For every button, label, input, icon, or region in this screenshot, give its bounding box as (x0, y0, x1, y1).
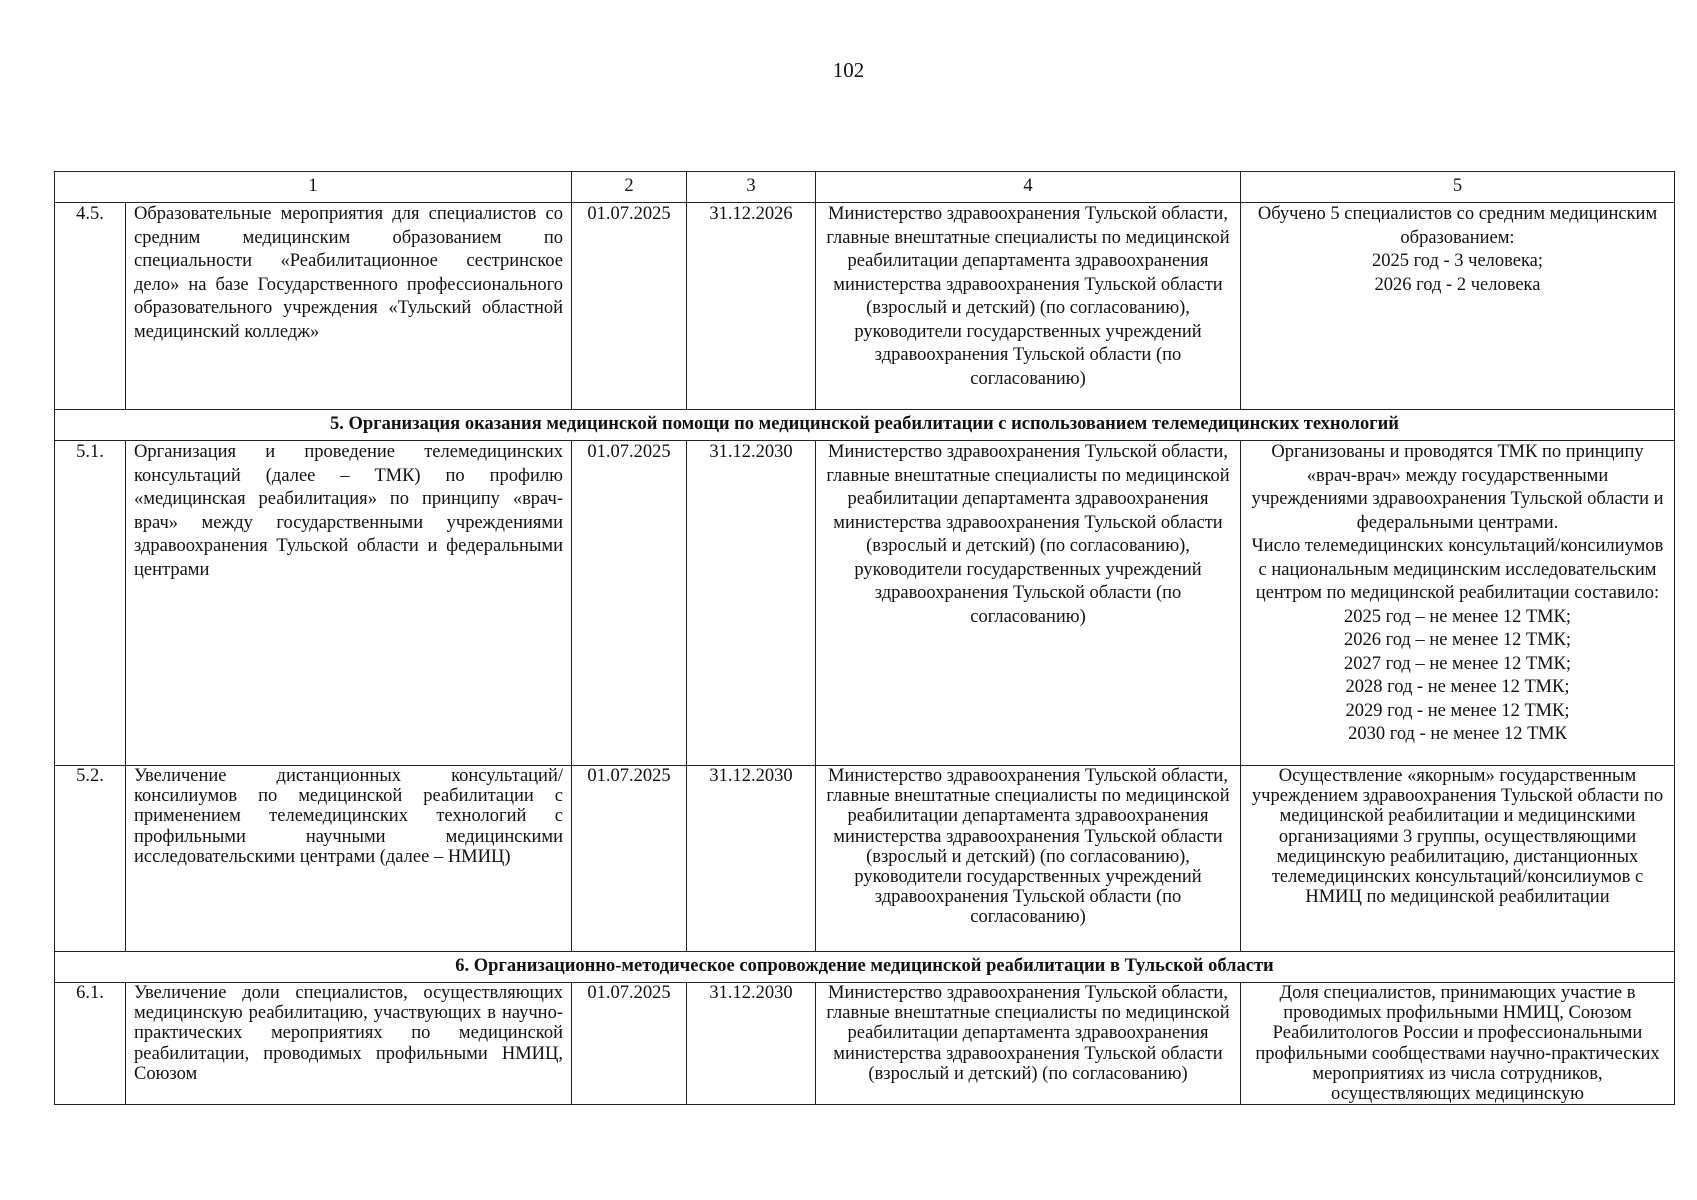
result-line: Организованы и проводятся ТМК по принципу «врач-врач» между государственными учреждениями здравоохранения Тульской области и федеральными центрами. (1251, 442, 1664, 533)
expected-result (1241, 203, 1675, 410)
end-date: 31.12.2030 (687, 441, 816, 766)
responsible-executors: Министерство здравоохранения Тульской области, главные внештатные специалисты по медицинской реабилитации департамента здравоохранения министерства здравоохранения Тульской области (взрослый и детский) (по согласованию), руководители государственных учреждений здравоохранения Тульской области (по согласованию) (816, 766, 1241, 952)
result-line: Обучено 5 специалистов со средним медицинским образованием: (1257, 204, 1658, 248)
responsible-executors: Министерство здравоохранения Тульской области, главные внештатные специалисты по медицинской реабилитации департамента здравоохранения министерства здравоохранения Тульской области (взрослый и детский) (по согласованию) (816, 983, 1241, 1105)
end-date: 31.12.2030 (687, 983, 816, 1105)
result-line: Осуществление «якорным» государственным учреждением здравоохранения Тульской области по медицинской реабилитации и медицинскими организациями 3 группы, осуществляющими медицинскую реабилитацию, дистанционных телемедицинских консультаций/консилиумов с НМИЦ по медицинской реабилитации (1251, 766, 1664, 908)
plan-table (54, 171, 1675, 1105)
result-line: 2026 год - 2 человека (1374, 274, 1541, 295)
result-line: 2027 год – не менее 12 ТМК; (1343, 653, 1572, 674)
result-line: Доля специалистов, принимающих участие в проводимых профильными НМИЦ, Союзом Реабилитологов России и профессиональными профильными сообществами научно-практических мероприятиях из числа сотрудников, осуществляющих медицинскую (1255, 983, 1660, 1105)
responsible-executors: Министерство здравоохранения Тульской области, главные внештатные специалисты по медицинской реабилитации департамента здравоохранения министерства здравоохранения Тульской области (взрослый и детский) (по согласованию), руководители государственных учреждений здравоохранения Тульской области (по согласованию) (816, 441, 1241, 766)
section-heading-row (55, 410, 1675, 441)
expected-result (1241, 766, 1675, 952)
start-date: 01.07.2025 (572, 983, 687, 1105)
table-row (55, 766, 1675, 952)
column-number-row (55, 172, 1675, 203)
start-date: 01.07.2025 (572, 766, 687, 952)
column-number: 1 (55, 172, 572, 203)
column-number: 5 (1241, 172, 1675, 203)
column-number: 2 (572, 172, 687, 203)
table-row (55, 441, 1675, 766)
table-row (55, 983, 1675, 1105)
end-date: 31.12.2026 (687, 203, 816, 410)
item-description: Организация и проведение телемедицинских консультаций (далее – ТМК) по профилю «медицинская реабилитация» по принципу «врач-врач» между государственными учреждениями здравоохранения Тульской области и федеральными центрами (126, 441, 572, 766)
result-line: 2025 год – не менее 12 ТМК; (1343, 606, 1572, 627)
responsible-executors: Министерство здравоохранения Тульской области, главные внештатные специалисты по медицинской реабилитации департамента здравоохранения министерства здравоохранения Тульской области (взрослый и детский) (по согласованию), руководители государственных учреждений здравоохранения Тульской области (по согласованию) (816, 203, 1241, 410)
start-date: 01.07.2025 (572, 203, 687, 410)
expected-result (1241, 983, 1675, 1105)
item-description: Увеличение дистанционных консультаций/консилиумов по медицинской реабилитации с применением телемедицинских технологий с профильными научными медицинскими исследовательскими центрами (далее – НМИЦ) (126, 766, 572, 952)
table-row (55, 203, 1675, 410)
item-number: 4.5. (55, 203, 126, 410)
result-line: Число телемедицинских консультаций/консилиумов с национальным медицинским исследовательским центром по медицинской реабилитации составило: (1251, 536, 1664, 603)
result-line: 2026 год – не менее 12 ТМК; (1343, 630, 1572, 650)
section-heading: 6. Организационно-методическое сопровождение медицинской реабилитации в Тульской области (55, 952, 1675, 983)
item-description: Образовательные мероприятия для специалистов со средним медицинским образованием по специальности «Реабилитационное сестринское дело» на базе Государственного профессионального образовательного учреждения «Тульский областной медицинский колледж» (126, 203, 572, 410)
start-date: 01.07.2025 (572, 441, 687, 766)
result-line: 2030 год - не менее 12 ТМК (1348, 724, 1567, 744)
result-line: 2029 год - не менее 12 ТМК; (1345, 700, 1570, 721)
section-heading-row (55, 952, 1675, 983)
item-number: 5.1. (55, 441, 126, 766)
item-description: Увеличение доли специалистов, осуществляющих медицинскую реабилитацию, участвующих в научно-практических мероприятиях по медицинской реабилитации, проводимых профильными НМИЦ, Союзом (126, 983, 572, 1105)
section-heading: 5. Организация оказания медицинской помощи по медицинской реабилитации с использованием телемедицинских технологий (55, 410, 1675, 441)
column-number: 4 (816, 172, 1241, 203)
end-date: 31.12.2030 (687, 766, 816, 952)
item-number: 5.2. (55, 766, 126, 952)
expected-result (1241, 441, 1675, 766)
column-number: 3 (687, 172, 816, 203)
result-line: 2028 год - не менее 12 ТМК; (1345, 677, 1570, 697)
result-line: 2025 год - 3 человека; (1371, 251, 1544, 271)
item-number: 6.1. (55, 983, 126, 1105)
page-number: 102 (832, 58, 865, 82)
